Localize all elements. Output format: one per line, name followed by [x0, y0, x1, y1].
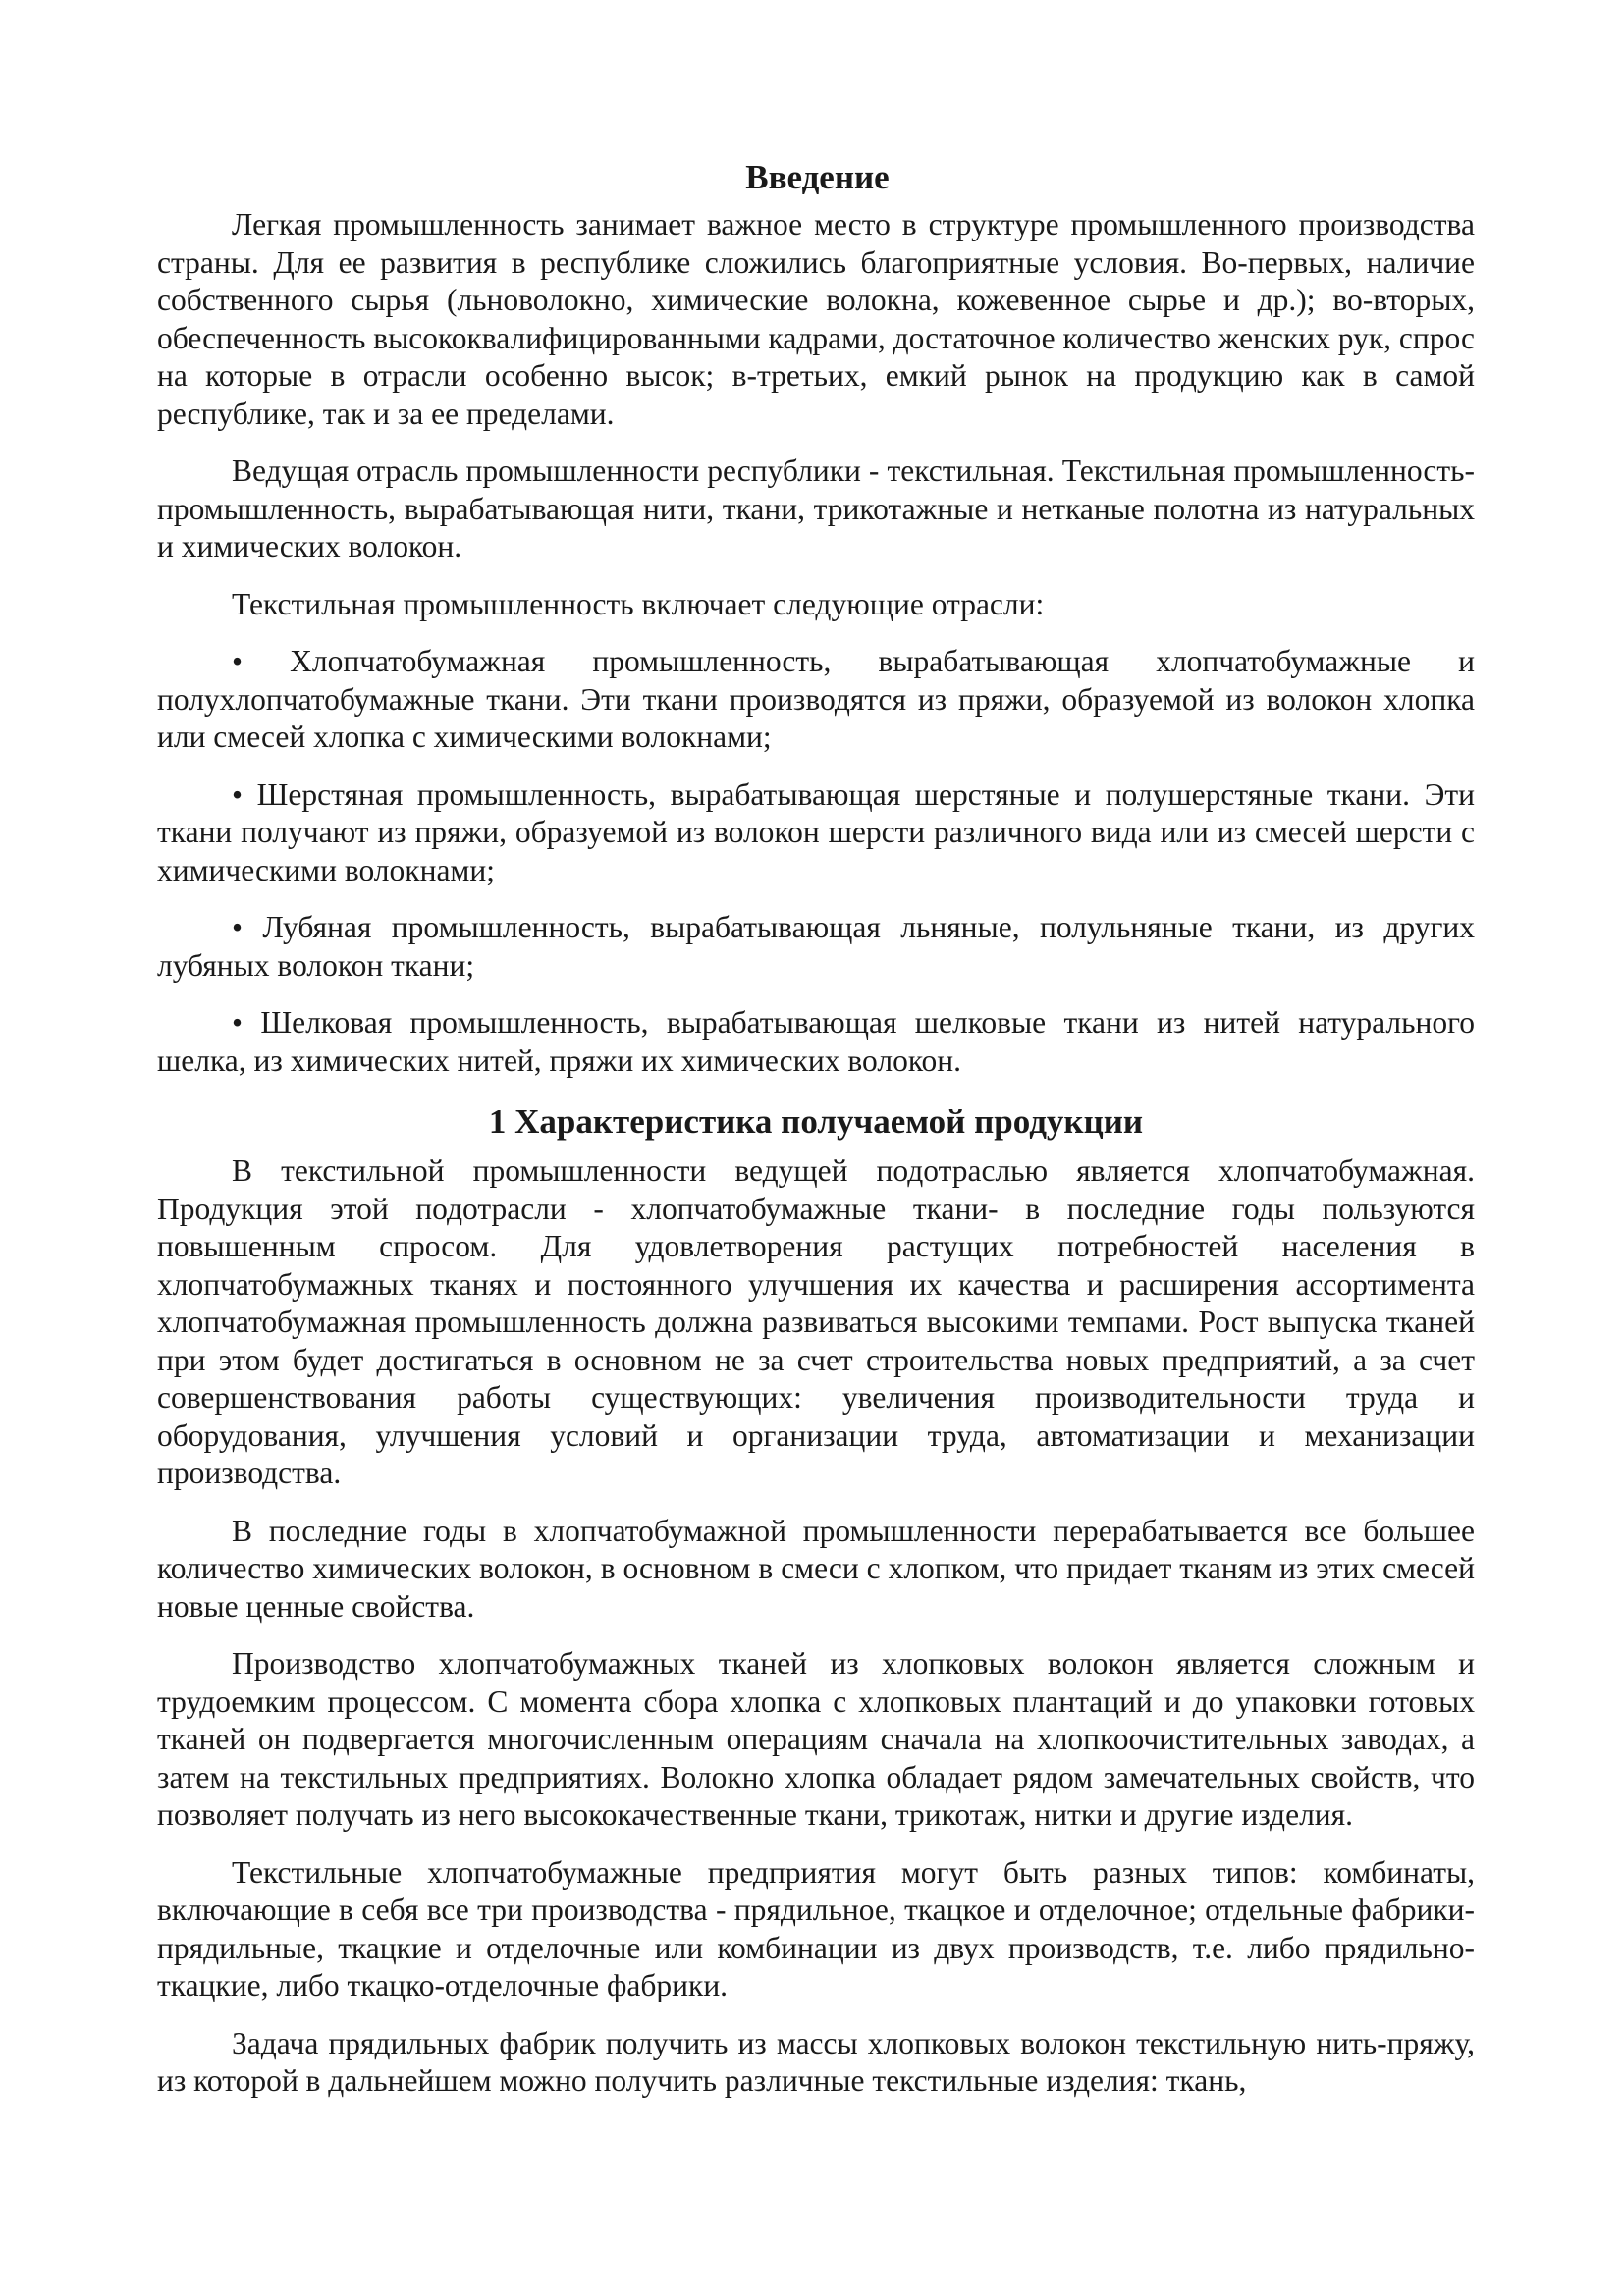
intro-list-item: • Лубяная промышленность, вырабатывающая льняные, полульняные ткани, из других лубяных волокон ткани; [157, 910, 1475, 983]
section-paragraph: Текстильные хлопчатобумажные предприятия могут быть разных типов: комбинаты, включающие в себя все три производства - прядильное, ткацкое и отделочное; отдельные фабрики- прядильные, ткацкие и отделочные или комбинации из двух производств, т.е. либо прядильно-ткацкие, либо ткацко-отделочные фабрики. [157, 1854, 1475, 2002]
section-paragraph: В текстильной промышленности ведущей подотраслью является хлопчатобумажная. Продукция этой подотрасли - хлопчатобумажные ткани- в последние годы пользуются повышенным спросом. Для удовлетворения растущих потребностей населения в хлопчатобумажных тканях и постоянного улучшения их качества и расширения ассортимента хлопчатобумажная промышленность должна развиваться высокими темпами. Рост выпуска тканей при этом будет достигаться в основном не за счет строительства новых предприятий, а за счет совершенствования работы существующих: увеличения производительности труда и оборудования, улучшения условий и организации труда, автоматизации и механизации производства. [157, 1153, 1475, 1490]
intro-list-item: • Шелковая промышленность, вырабатывающая шелковые ткани из нитей натурального шелка, из химических нитей, пряжи их химических волокон. [157, 1005, 1475, 1078]
intro-paragraph: Ведущая отрасль промышленности республики - текстильная. Текстильная промышленность-промышленность, вырабатывающая нити, ткани, трикотажные и нетканые полотна из натуральных и химических волокон. [157, 454, 1475, 563]
intro-paragraph: Текстильная промышленность включает следующие отрасли: [232, 586, 1045, 621]
intro-paragraph: Легкая промышленность занимает важное место в структуре промышленного производства страны. Для ее развития в республике сложились благоприятные условия. Во-первых, наличие собственного сырья (льноволокно, химические волокна, кожевенное сырье и др.); во-вторых, обеспеченность высококвалифицированными кадрами, достаточное количество женских рук, спрос на которые в отрасли особенно высок; в-третьих, емкий рынок на продукцию как в самой республике, так и за ее пределами. [157, 207, 1475, 431]
section-paragraph: В последние годы в хлопчатобумажной промышленности перерабатывается все большее количество химических волокон, в основном в смеси с хлопком, что придает тканям из этих смесей новые ценные свойства. [157, 1513, 1475, 1624]
intro-list-item: • Шерстяная промышленность, вырабатывающая шерстяные и полушерстяные ткани. Эти ткани получают из пряжи, образуемой из волокон шерсти различного вида или из смесей шерсти с химическими волокнами; [157, 776, 1475, 887]
intro-list-item: • Хлопчатобумажная промышленность, вырабатывающая хлопчатобумажные и полухлопчатобумажные ткани. Эти ткани производятся из пряжи, образуемой из волокон хлопка или смесей хлопка с химическими волокнами; [157, 644, 1475, 754]
section-heading: 1 Характеристика получаемой продукции [488, 1102, 1144, 1141]
section-paragraph: Производство хлопчатобумажных тканей из хлопковых волокон является сложным и трудоемким процессом. С момента сбора хлопка с хлопковых плантаций и до упаковки готовых тканей он подвергается многочисленным операциям сначала на хлопкоочистительных заводах, а затем на текстильных предприятиях. Волокно хлопка обладает рядом замечательных свойств, что позволяет получать из него высококачественные ткани, трикотаж, нитки и другие изделия. [157, 1646, 1475, 1832]
intro-heading: Введение [745, 158, 890, 196]
section-paragraph: Задача прядильных фабрик получить из массы хлопковых волокон текстильную нить-пряжу, из которой в дальнейшем можно получить различные текстильные изделия: ткань, [157, 2025, 1475, 2098]
